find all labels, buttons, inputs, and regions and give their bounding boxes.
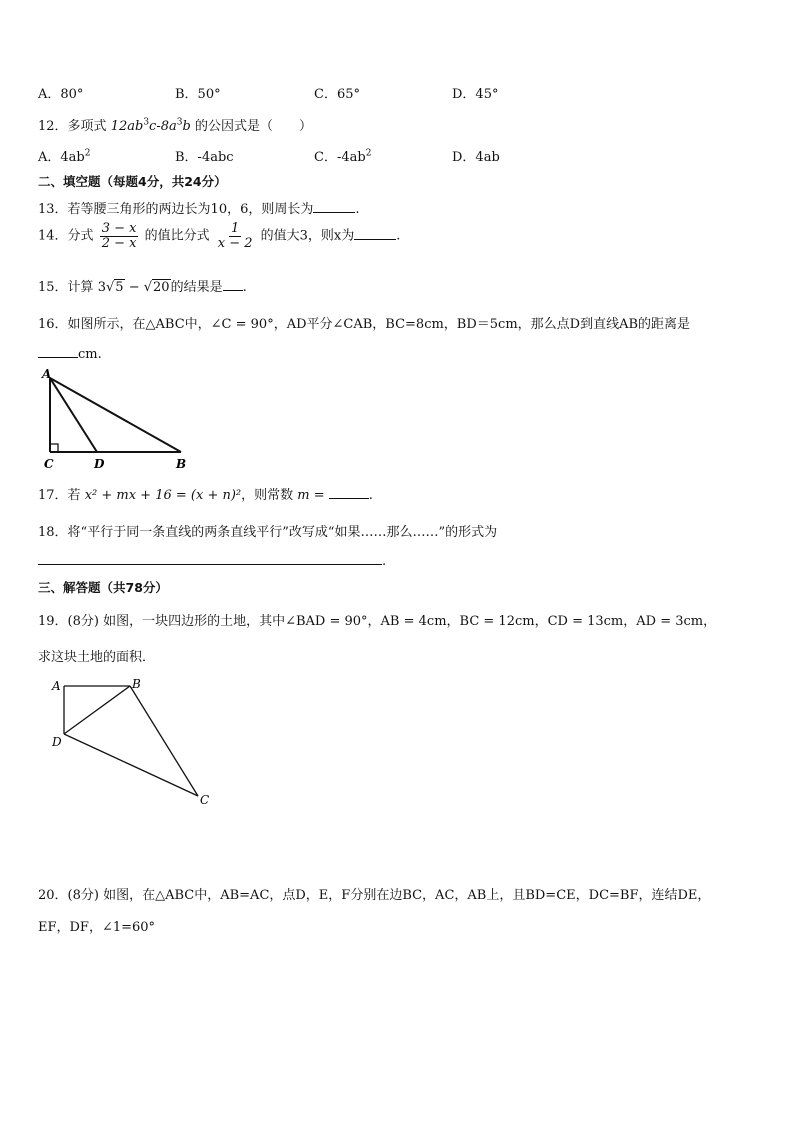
q11-option-c: C．65° [314, 87, 360, 102]
q15-question: 15．计算 3√5 − √20的结果是 . [38, 280, 247, 295]
q17-question: 17．若 x² + mx + 16 = (x + n)²，则常数 m = . [38, 488, 373, 503]
label-c: C [200, 793, 210, 807]
segment-dc [64, 734, 198, 796]
q16-answer-blank [38, 345, 78, 358]
q16-answer-line: cm. [38, 345, 102, 362]
q14-answer-blank [354, 227, 396, 240]
label-a: A [42, 367, 52, 381]
q20-question: 20．(8分) 如图，在△ABC中，AB=AC，点D，E，F分别在边BC，AC，AB上，且BD=CE，DC=BF，连结DE， [38, 888, 711, 903]
label-d: D [52, 735, 62, 749]
label-a: A [52, 679, 61, 693]
segment-ab [50, 378, 181, 452]
label-b: B [176, 457, 187, 471]
sqrt-icon: √ [105, 280, 115, 295]
q12-suffix: 的公因式是（ ） [194, 119, 312, 134]
q19-question-line2: 求这块土地的面积． [38, 650, 156, 665]
label-c: C [44, 457, 54, 471]
label-b: B [132, 677, 141, 691]
q12-question [38, 115, 312, 134]
q11-option-a: A．80° [38, 87, 84, 102]
q13-answer-blank [313, 200, 355, 213]
q11-option-b: B．50° [175, 87, 221, 102]
q14-fraction-1: $\frac{3 - x}{2 - x}$ [101, 221, 137, 251]
q20-question-line2: EF，DF，∠1=60° [38, 920, 156, 935]
q18-question: 18．将“平行于同一条直线的两条直线平行”改写成“如果……那么……”的形式为 [38, 525, 498, 540]
q16-triangle-figure [38, 366, 198, 472]
q13-question: 13．若等腰三角形的两边长为10，6，则周长为 . [38, 202, 360, 217]
right-angle-mark-icon [50, 444, 58, 452]
q16-question: 16．如图所示，在△ABC中，∠C = 90°，AD平分∠CAB，BC=8cm，BD＝5cm，那么点D到直线AB的距离是 [38, 317, 691, 332]
q17-answer-blank [329, 486, 369, 499]
section-solve-title: 三、解答题（共78分） [38, 580, 168, 595]
q12-option-a: A．$4ab^2$ [38, 148, 91, 165]
q12-option-c: C．$-4ab^2$ [314, 148, 372, 165]
q11-option-d: D．45° [452, 87, 499, 102]
q19-question: 19．(8分) 如图，一块四边形的土地，其中∠BAD = 90°，AB = 4cm，BC = 12cm，CD = 13cm，AD = 3cm， [38, 614, 717, 629]
q14-fraction-2: $\frac{1}{x - 2}$ [217, 221, 253, 251]
q11-options [38, 83, 738, 101]
q12-options [38, 146, 738, 164]
q12-option-b: B．-4abc [175, 150, 234, 165]
q14-question: 14．分式 $\frac{3 - x}{2 - x}$ 的值比分式 $\frac{1}{x - 2}$ 的值大3，则x为 . [38, 221, 401, 251]
q15-answer-blank [223, 278, 243, 291]
q18-answer-line: . [38, 552, 386, 569]
segment-bc [130, 686, 198, 796]
section-fill-in-title: 二、填空题（每题4分，共24分） [38, 174, 227, 189]
q12-term2: c-8a [149, 119, 177, 134]
label-d: D [94, 457, 105, 471]
q12-option-d: D．4ab [452, 150, 500, 165]
q18-answer-blank [38, 552, 382, 565]
q12-prefix: 12．多项式 [38, 119, 107, 134]
segment-bd [64, 686, 130, 734]
q12-term3: b [182, 119, 191, 134]
q19-quadrilateral-figure [48, 676, 218, 810]
segment-ad [50, 378, 97, 452]
sqrt-icon: √ [143, 280, 153, 295]
q12-exp1: 3 [143, 117, 150, 128]
q12-exp2: 3 [176, 117, 183, 128]
q12-term1: 12ab [110, 119, 144, 134]
